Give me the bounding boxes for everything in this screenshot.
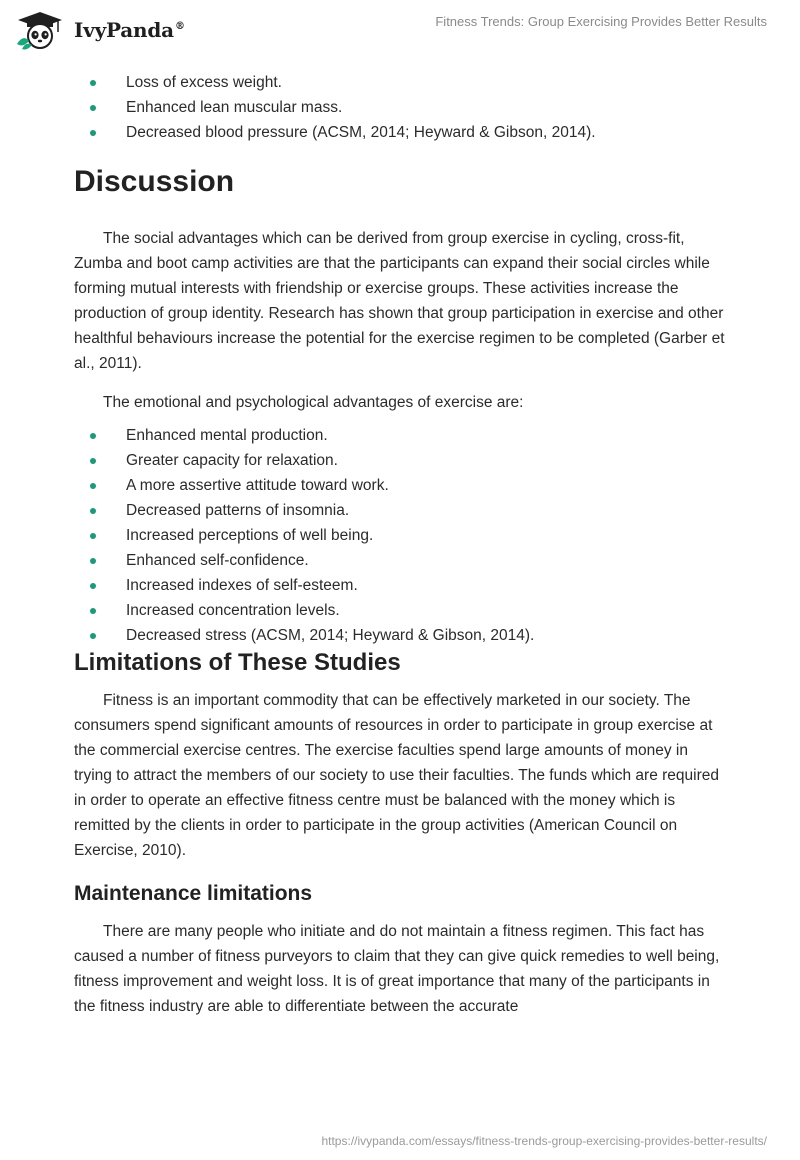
advantages-intro: The emotional and psychological advantages of exercise are: — [103, 394, 524, 411]
discussion-heading: Discussion — [74, 165, 235, 198]
list-item: Greater capacity for relaxation. — [74, 448, 726, 473]
limitations-heading: Limitations of These Studies — [74, 649, 401, 676]
bullet-icon — [90, 608, 96, 614]
list-item: Decreased patterns of insomnia. — [74, 498, 726, 523]
maintenance-heading: Maintenance limitations — [74, 882, 313, 905]
bullet-icon — [90, 508, 96, 514]
list-item: Decreased stress (ACSM, 2014; Heyward & Gibson, 2014). — [74, 623, 726, 648]
source-url-link[interactable]: https://ivypanda.com/essays/fitness-trends-group-exercising-provides-better-results/ — [321, 1134, 767, 1148]
list-item: Decreased blood pressure (ACSM, 2014; Heyward & Gibson, 2014). — [74, 120, 726, 145]
bullet-icon — [90, 80, 96, 86]
bullet-icon — [90, 558, 96, 564]
discussion-paragraph: The social advantages which can be derived from group exercise in cycling, cross-fit, Zumba and boot camp activities are that the participants can expand their social circles while forming mutual interests with friendship or exercise groups. These activities increase the production of group identity. Research has shown that group participation in exercise and other healthful behaviours increase the potential for the exercise regimen to be completed (Garber et al., 2011). — [74, 230, 725, 372]
bullet-icon — [90, 583, 96, 589]
list-item: Loss of excess weight. — [74, 70, 726, 95]
list-item: Increased perceptions of well being. — [74, 523, 726, 548]
bullet-icon — [90, 130, 96, 136]
panda-logo-icon — [14, 10, 66, 50]
bullet-icon — [90, 633, 96, 639]
list-item: Increased indexes of self-esteem. — [74, 573, 726, 598]
maintenance-paragraph: There are many people who initiate and do not maintain a fitness regimen. This fact has caused a number of fitness purveyors to claim that they can give quick remedies to well being, fitness improvement and weight loss. It is of great importance that many of the participants in the fitness industry are able to differentiate between the accurate — [74, 923, 720, 1015]
list-item: A more assertive attitude toward work. — [74, 473, 726, 498]
essay-content — [74, 70, 726, 1019]
list-item: Increased concentration levels. — [74, 598, 726, 623]
list-item: Enhanced mental production. — [74, 423, 726, 448]
advantages-list — [74, 423, 726, 648]
bullet-icon — [90, 533, 96, 539]
bullet-icon — [90, 483, 96, 489]
benefits-list — [74, 70, 726, 145]
bullet-icon — [90, 458, 96, 464]
brand-name: IvyPanda® — [74, 18, 185, 42]
bullet-icon — [90, 105, 96, 111]
bullet-icon — [90, 433, 96, 439]
limitations-paragraph: Fitness is an important commodity that can be effectively marketed in our society. The consumers spend significant amounts of resources in order to participate in group exercise at the commercial exercise centres. The exercise faculties spend large amounts of money in trying to attract the members of our society to use their faculties. The funds which are required in order to operate an effective fitness centre must be balanced with the money which is remitted by the clients in order to participate in the group activities (American Council on Exercise, 2010). — [74, 692, 719, 859]
ivypanda-logo[interactable] — [14, 10, 185, 50]
list-item: Enhanced self-confidence. — [74, 548, 726, 573]
document-title: Fitness Trends: Group Exercising Provides Better Results — [435, 14, 767, 29]
list-item: Enhanced lean muscular mass. — [74, 95, 726, 120]
